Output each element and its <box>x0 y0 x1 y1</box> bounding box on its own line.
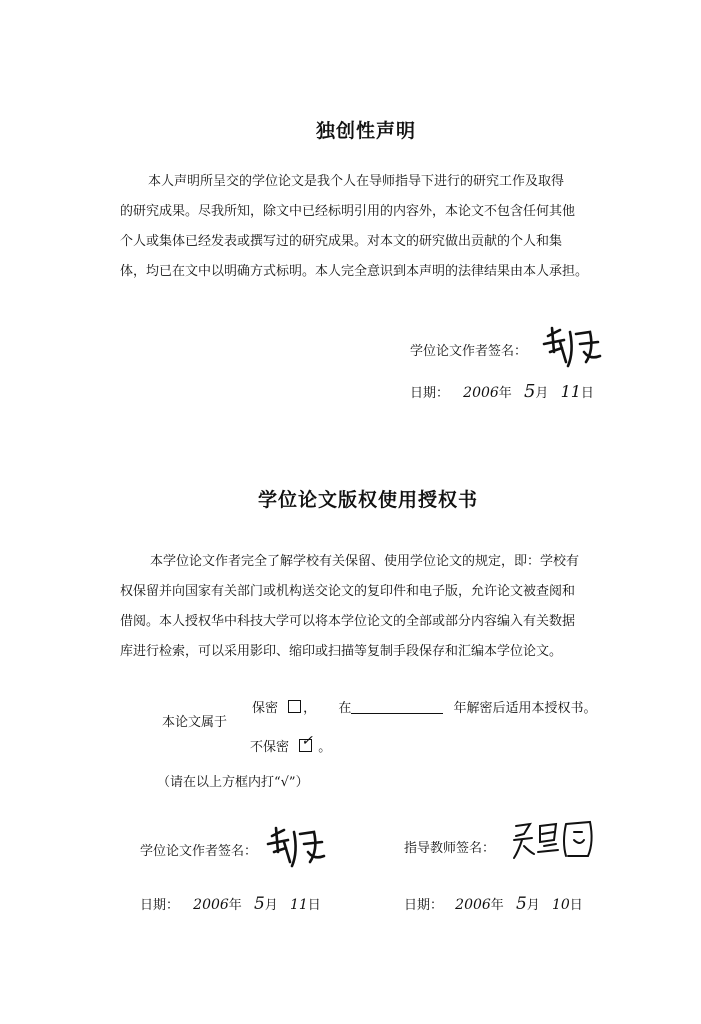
authorization-author-date-line <box>140 894 321 914</box>
author-day-label: 日 <box>307 898 321 913</box>
declaration-title: 独创性声明 <box>316 120 417 142</box>
authorization-paragraph-line-1: 本学位论文作者完全了解学校有关保留、使用学位论文的规定，即：学校有 <box>150 554 580 569</box>
option-in-label: 在 <box>338 701 352 716</box>
author-date-year: 2006 <box>193 897 229 913</box>
declaration-month-label: 月 <box>535 386 549 401</box>
supervisor-date-day: 10 <box>551 897 570 913</box>
checkmark-icon: ✓ <box>301 733 313 749</box>
option-secret-suffix: ， <box>303 701 317 716</box>
declaration-date-label: 日期： <box>410 386 450 401</box>
author-year-label: 年 <box>228 898 242 913</box>
declaration-date-line <box>410 381 594 402</box>
supervisor-date-label: 日期： <box>404 898 444 913</box>
belongs-label: 本论文属于 <box>162 715 228 730</box>
supervisor-signature-label: 指导教师签名： <box>404 841 496 856</box>
author-signature-image-2 <box>264 822 330 874</box>
declaration-paragraph-line-3: 个人或集体已经发表或撰写过的研究成果。对本文的研究做出贡献的个人和集 <box>120 234 563 249</box>
author-date-day: 11 <box>289 897 308 913</box>
option-secret-row <box>252 697 596 716</box>
declaration-author-signature-label: 学位论文作者签名： <box>410 344 528 359</box>
supervisor-date-line <box>404 894 583 914</box>
supervisor-date-year: 2006 <box>455 897 491 913</box>
author-month-label: 月 <box>264 898 278 913</box>
supervisor-date-month: 5 <box>515 894 527 914</box>
supervisor-year-label: 年 <box>490 898 504 913</box>
secret-checkbox[interactable] <box>288 700 301 713</box>
declaration-paragraph-line-1: 本人声明所呈交的学位论文是我个人在导师指导下进行的研究工作及取得 <box>148 174 565 189</box>
author-date-label: 日期： <box>140 898 180 913</box>
authorization-paragraph-line-3: 借阅。本人授权华中科技大学可以将本学位论文的全部或部分内容编入有关数据 <box>120 614 576 629</box>
not-secret-checkbox[interactable] <box>299 733 313 752</box>
declaration-date-year: 2006 <box>463 385 499 401</box>
supervisor-signature-image <box>510 818 600 862</box>
authorization-author-signature-label: 学位论文作者签名： <box>140 844 258 859</box>
author-date-month: 5 <box>253 894 265 914</box>
declaration-date-month: 5 <box>523 381 536 402</box>
option-after-label: 年解密后适用本授权书。 <box>453 701 597 716</box>
declaration-paragraph-line-4: 体，均已在文中以明确方式标明。本人完全意识到本声明的法律结果由本人承担。 <box>120 264 589 279</box>
declaration-year-label: 年 <box>498 386 512 401</box>
option-secret-label: 保密 <box>252 701 279 716</box>
declaration-day-label: 日 <box>580 386 594 401</box>
option-not-secret-suffix: 。 <box>318 740 332 755</box>
checkbox-note: （请在以上方框内打“√”） <box>157 775 309 790</box>
declaration-date-day: 11 <box>560 382 581 401</box>
supervisor-day-label: 日 <box>569 898 583 913</box>
authorization-paragraph-line-2: 权保留并向国家有关部门或机构送交论文的复印件和电子版，允许论文被查阅和 <box>120 584 576 599</box>
option-not-secret-row <box>250 733 332 755</box>
supervisor-month-label: 月 <box>526 898 540 913</box>
authorization-paragraph-line-4: 库进行检索，可以采用影印、缩印或扫描等复制手段保存和汇编本学位论文。 <box>120 644 563 659</box>
declaration-paragraph-line-2: 的研究成果。尽我所知，除文中已经标明引用的内容外，本论文不包含任何其他 <box>120 204 576 219</box>
authorization-title: 学位论文版权使用授权书 <box>258 489 479 511</box>
author-signature-image <box>540 322 606 374</box>
declassify-year-blank[interactable] <box>351 701 443 714</box>
option-not-secret-label: 不保密 <box>250 740 290 755</box>
